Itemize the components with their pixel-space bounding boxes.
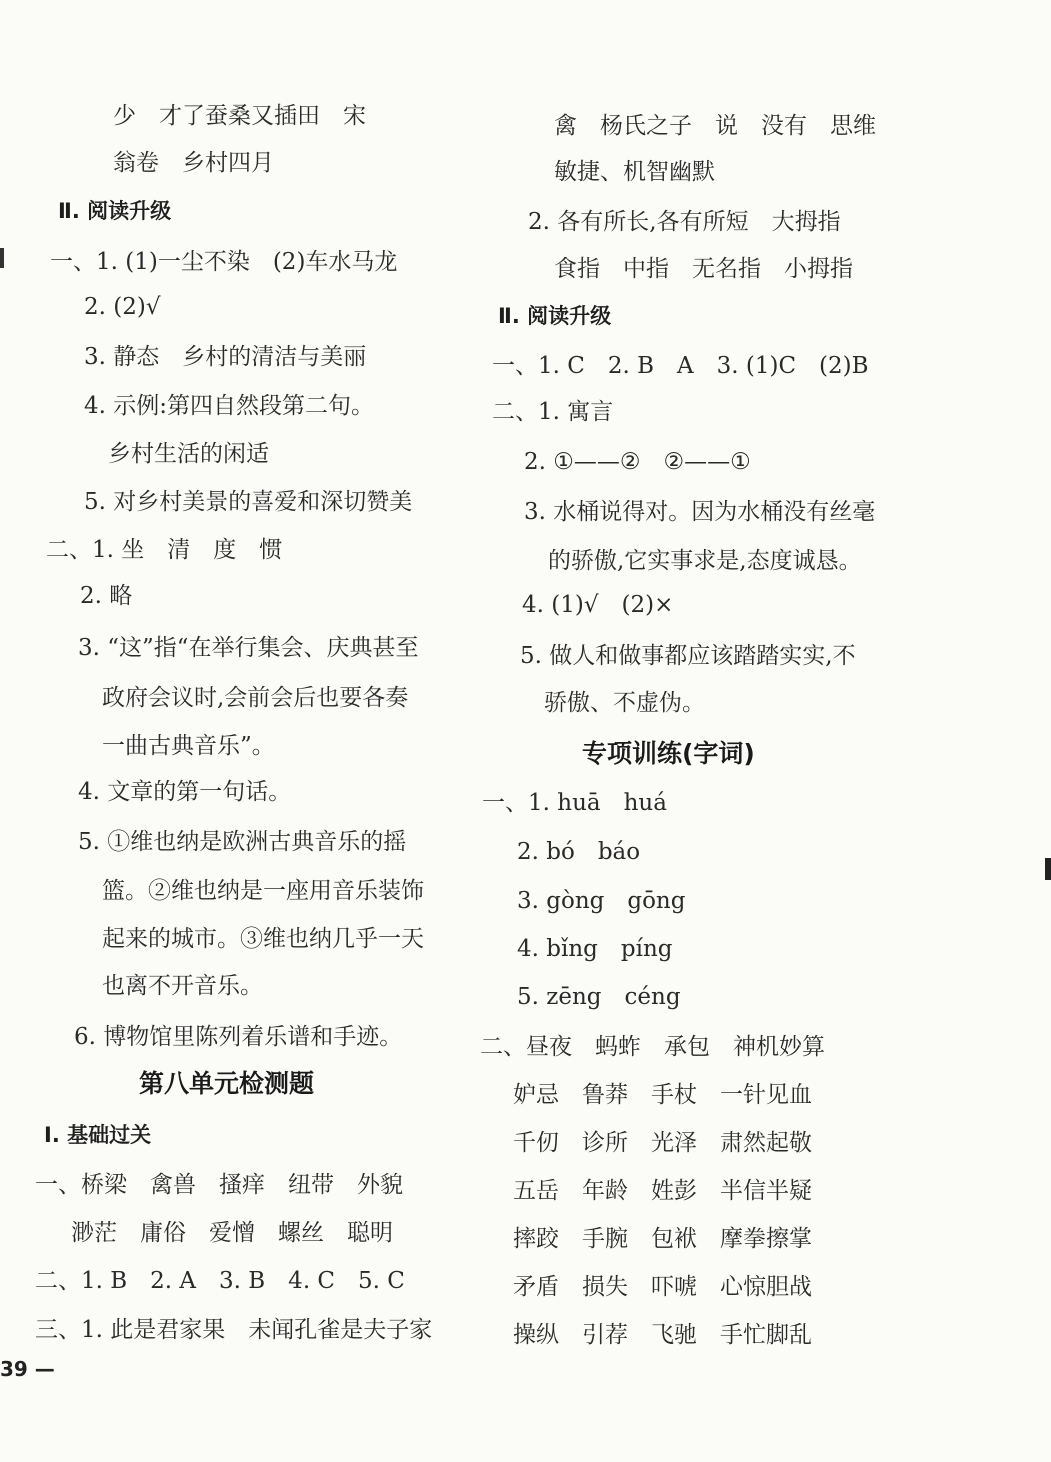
- answer-line: 一、1. (1)一尘不染 (2)车水马龙: [50, 249, 398, 275]
- answer-line: 4. 示例:第四自然段第二句。: [84, 393, 375, 419]
- answer-line: 4. 文章的第一句话。: [78, 779, 292, 805]
- answer-line: 三、1. 此是君家果 未闻孔雀是夫子家: [35, 1317, 433, 1343]
- pinyin-line: 2. bó báo: [517, 839, 641, 865]
- answer-line: 五岳 年龄 姓彭 半信半疑: [513, 1178, 812, 1204]
- answer-line: 政府会议时,会前会后也要各奏: [102, 685, 409, 711]
- answer-line: 二、1. 坐 清 度 惯: [46, 537, 283, 563]
- answer-line: 二、昼夜 蚂蚱 承包 神机妙算: [480, 1034, 825, 1060]
- answer-line: 一曲古典音乐”。: [102, 733, 275, 759]
- answer-line: 禽 杨氏之子 说 没有 思维: [554, 113, 876, 139]
- answer-line: 千仞 诊所 光泽 肃然起敬: [513, 1130, 812, 1156]
- answer-line: 食指 中指 无名指 小拇指: [554, 256, 853, 282]
- section-heading-basic: Ⅰ. 基础过关: [44, 1123, 152, 1147]
- pinyin-line: 一、1. huā huá: [482, 790, 667, 816]
- answer-line: 5. 做人和做事都应该踏踏实实,不: [520, 643, 856, 669]
- scan-edge-mark: [0, 248, 4, 268]
- answer-line: 敏捷、机智幽默: [554, 159, 715, 185]
- pinyin-line: 5. zēng céng: [517, 984, 681, 1010]
- answer-line: 的骄傲,它实事求是,态度诚恳。: [548, 548, 862, 574]
- answer-line: 起来的城市。③维也纳几乎一天: [102, 926, 424, 952]
- answer-line: 2. 各有所长,各有所短 大拇指: [528, 209, 841, 235]
- answer-line: 矛盾 损失 吓唬 心惊胆战: [513, 1274, 812, 1300]
- page-number: 39 —: [0, 1357, 55, 1381]
- pinyin-line: 4. bǐng píng: [517, 936, 673, 962]
- answer-line: 2. ①——② ②——①: [524, 449, 751, 475]
- answer-line: 二、1. 寓言: [492, 399, 614, 425]
- answer-line: 翁卷 乡村四月: [113, 150, 274, 176]
- answer-line: 3. 水桶说得对。因为水桶没有丝毫: [524, 499, 876, 525]
- answer-line: 5. 对乡村美景的喜爱和深切赞美: [84, 489, 413, 515]
- answer-line: 一、1. C 2. B A 3. (1)C (2)B: [492, 353, 869, 379]
- answer-line: 2. (2)√: [84, 294, 161, 320]
- answer-line: 二、1. B 2. A 3. B 4. C 5. C: [35, 1268, 405, 1294]
- answer-line: 3. 静态 乡村的清洁与美丽: [84, 344, 367, 370]
- special-training-title: 专项训练(字词): [582, 739, 755, 768]
- answer-line: 骄傲、不虚伪。: [544, 690, 705, 716]
- answer-line: 渺茫 庸俗 爱憎 螺丝 聪明: [71, 1220, 393, 1246]
- section-heading-reading: Ⅱ. 阅读升级: [498, 304, 612, 328]
- answer-line: 3. “这”指“在举行集会、庆典甚至: [78, 635, 419, 661]
- answer-line: 操纵 引荐 飞驰 手忙脚乱: [513, 1322, 812, 1348]
- answer-line: 篮。②维也纳是一座用音乐装饰: [102, 878, 424, 904]
- answer-line: 一、桥梁 禽兽 搔痒 纽带 外貌: [35, 1172, 403, 1198]
- answer-line: 4. (1)√ (2)×: [522, 592, 674, 618]
- answer-line: 2. 略: [80, 583, 133, 609]
- pinyin-line: 3. gòng gōng: [517, 888, 686, 914]
- scan-edge-mark: [1045, 858, 1051, 880]
- answer-line: 乡村生活的闲适: [108, 441, 269, 467]
- section-heading-reading: Ⅱ. 阅读升级: [58, 199, 172, 223]
- unit-title: 第八单元检测题: [139, 1069, 315, 1098]
- answer-line: 6. 博物馆里陈列着乐谱和手迹。: [74, 1024, 403, 1050]
- answer-line: 摔跤 手腕 包袱 摩拳擦掌: [513, 1226, 812, 1252]
- answer-line: 妒忌 鲁莽 手杖 一针见血: [513, 1082, 812, 1108]
- answer-line: 少 才了蚕桑又插田 宋: [113, 103, 366, 129]
- answer-line: 也离不开音乐。: [102, 973, 263, 999]
- answer-line: 5. ①维也纳是欧洲古典音乐的摇: [78, 829, 407, 855]
